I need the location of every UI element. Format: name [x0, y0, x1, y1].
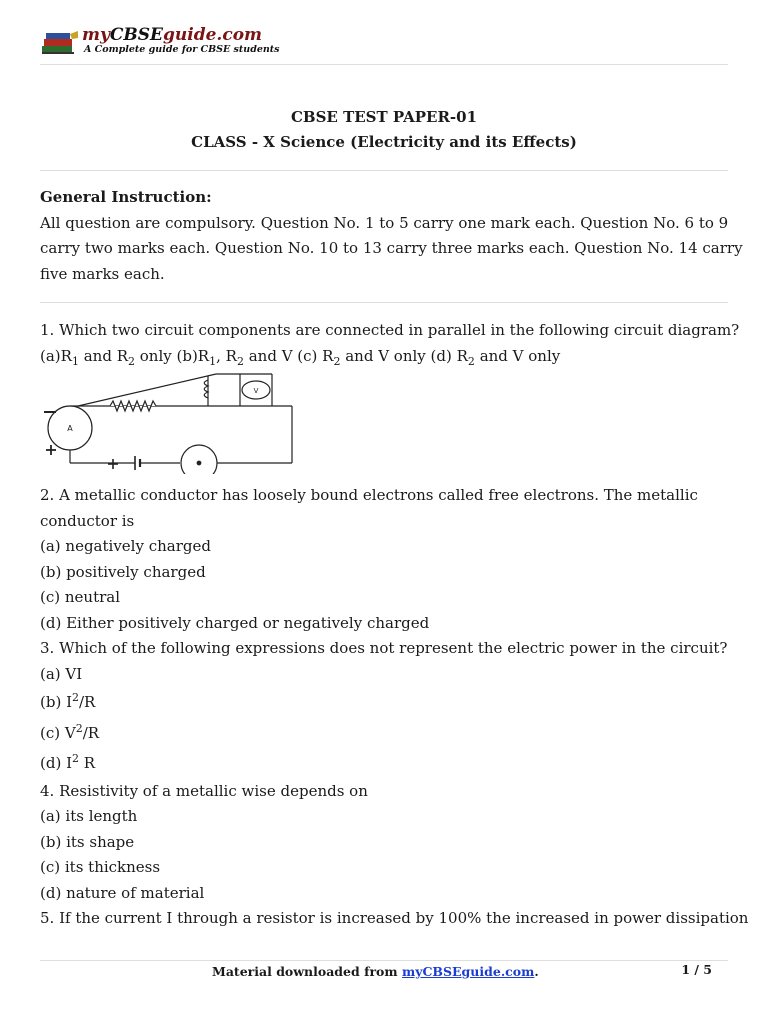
option: (d) $I^2$ R	[40, 752, 96, 772]
question-text: 1. Which two circuit components are connected in parallel in the following circuit diagram?	[40, 321, 740, 339]
option: (c) $V^2/R$	[40, 721, 100, 742]
option: (b) its shape	[40, 832, 135, 851]
page-number: 1 / 5	[681, 962, 712, 977]
general-instructions	[40, 185, 743, 287]
instructions-line: five marks each.	[40, 264, 165, 283]
bulb-filament	[197, 461, 201, 465]
question-2-text: conductor is	[40, 511, 135, 530]
instructions-line: carry two marks each. Question No. 10 to 13 carry three marks each. Question No. 14 carry	[40, 239, 743, 257]
question-1	[40, 318, 740, 369]
header-divider	[40, 64, 728, 65]
question-2-text: 2. A metallic conductor has loosely bound electrons called free electrons. The metallic	[40, 486, 698, 504]
question-3-text: 3. Which of the following expressions does not represent the electric power in the circuit?	[40, 639, 728, 657]
question-5-text: 5. If the current I through a resistor is increased by 100% the increased in power dissipation	[40, 909, 749, 927]
option: (a) its length	[40, 807, 138, 825]
question-4-text: 4. Resistivity of a metallic wise depends on	[40, 781, 368, 800]
option: (b) $I^2/R$	[40, 691, 96, 711]
footer-divider	[40, 960, 728, 961]
option: (c) its thickness	[40, 858, 161, 876]
instructions-line: All question are compulsory. Question No. 1 to 5 carry one mark each. Question No. 6 to 9	[40, 213, 729, 232]
footer-note: Material downloaded from myCBSEguide.com.	[212, 964, 539, 979]
footer-link[interactable]: myCBSEguide.com	[401, 964, 535, 979]
circuit-wire	[78, 374, 216, 406]
questions-2-5	[40, 483, 749, 932]
brand-tagline: A Complete guide for CBSE students	[84, 44, 280, 55]
resistor-r1	[110, 401, 156, 411]
page-header	[40, 24, 728, 64]
paper-title: CBSE TEST PAPER-01	[290, 108, 478, 126]
option: (d) nature of material	[40, 883, 205, 902]
circuit-diagram	[40, 368, 298, 474]
option: (b) positively charged	[40, 562, 206, 581]
brand-logo[interactable]	[82, 26, 280, 56]
question-options: $(a)R_1$ and $R_2$ only $(b)R_1$, $R_2$ and V (c) $R_2$ and V only (d) $R_2$ and V only	[40, 346, 561, 368]
paper-subtitle: CLASS - X Science (Electricity and its Effects)	[191, 133, 577, 151]
voltmeter-label: V	[253, 387, 259, 395]
option: (a) negatively charged	[40, 537, 211, 555]
option: (d) Either positively charged or negatively charged	[40, 613, 430, 632]
title-divider	[40, 170, 728, 171]
bulb-symbol	[181, 445, 217, 474]
option: (c) neutral	[40, 588, 121, 606]
ammeter-label: A	[67, 424, 73, 433]
brand-name: myCBSEguide.com	[82, 25, 263, 45]
books-logo-icon	[40, 30, 80, 56]
option: (a) VI	[40, 664, 83, 683]
instructions-divider	[40, 302, 728, 303]
instructions-heading: General Instruction:	[40, 188, 212, 206]
